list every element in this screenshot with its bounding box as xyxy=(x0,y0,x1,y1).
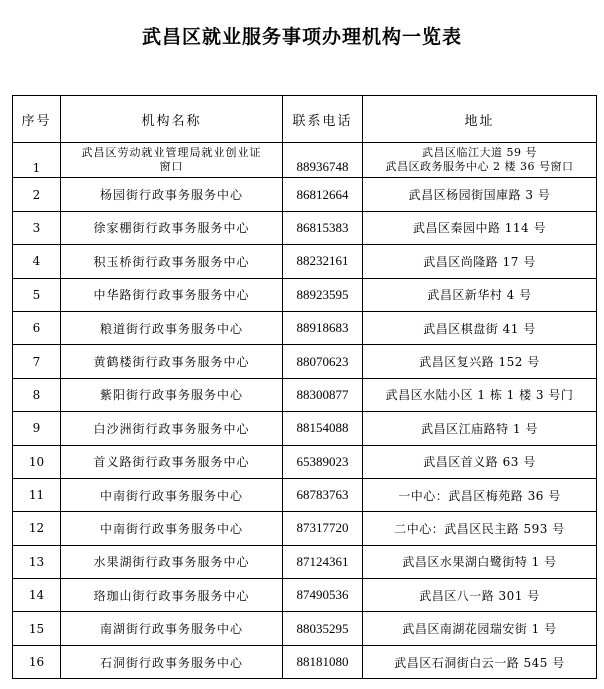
address: 武昌区江庙路特 1 号 xyxy=(363,412,597,445)
agency-name: 南湖街行政事务服务中心 xyxy=(61,612,283,645)
table-row xyxy=(13,512,597,545)
row-number: 16 xyxy=(13,645,61,678)
address: 武昌区尚隆路 17 号 xyxy=(363,245,597,278)
table-header-row xyxy=(13,96,597,143)
header-phone: 联系电话 xyxy=(283,96,363,143)
table-row xyxy=(13,645,597,678)
table-row xyxy=(13,311,597,344)
row-number: 7 xyxy=(13,345,61,378)
agency-name: 中南街行政事务服务中心 xyxy=(61,512,283,545)
address-line1: 武昌区临江大道 59 号 xyxy=(422,146,537,160)
row-number: 9 xyxy=(13,412,61,445)
address-line2: 武昌区政务服务中心 2 楼 36 号窗口 xyxy=(385,160,574,174)
phone-number: 87490536 xyxy=(283,579,363,612)
agency-name: 水果湖街行政事务服务中心 xyxy=(61,545,283,578)
table-row xyxy=(13,612,597,645)
phone-number: 88300877 xyxy=(283,378,363,411)
address: 武昌区水陆小区 1 栋 1 楼 3 号门 xyxy=(363,378,597,411)
header-seq: 序号 xyxy=(13,96,61,143)
phone-number: 88154088 xyxy=(283,412,363,445)
agency-name: 中南街行政事务服务中心 xyxy=(61,478,283,511)
agency-table xyxy=(12,95,597,679)
address: 二中心：武昌区民主路 593 号 xyxy=(363,512,597,545)
agency-name: 白沙洲街行政事务服务中心 xyxy=(61,412,283,445)
agency-name: 紫阳街行政事务服务中心 xyxy=(61,378,283,411)
row-number: 2 xyxy=(13,178,61,211)
header-address: 地址 xyxy=(363,96,597,143)
row-number: 8 xyxy=(13,378,61,411)
row-number: 14 xyxy=(13,579,61,612)
row-number: 1 xyxy=(13,143,61,178)
address: 武昌区首义路 63 号 xyxy=(363,445,597,478)
phone-number: 88035295 xyxy=(283,612,363,645)
agency-name xyxy=(61,143,283,178)
table-row xyxy=(13,412,597,445)
row-number: 11 xyxy=(13,478,61,511)
row-number: 3 xyxy=(13,211,61,244)
table-row xyxy=(13,143,597,178)
agency-name: 黄鹤楼街行政事务服务中心 xyxy=(61,345,283,378)
row-number: 15 xyxy=(13,612,61,645)
agency-name: 徐家棚街行政事务服务中心 xyxy=(61,211,283,244)
header-name: 机构名称 xyxy=(61,96,283,143)
phone-number: 88070623 xyxy=(283,345,363,378)
phone-number: 86815383 xyxy=(283,211,363,244)
address: 一中心：武昌区梅苑路 36 号 xyxy=(363,478,597,511)
address xyxy=(363,143,597,178)
agency-name: 石洞街行政事务服务中心 xyxy=(61,645,283,678)
phone-number: 88918683 xyxy=(283,311,363,344)
agency-name-line2: 窗口 xyxy=(159,160,184,174)
row-number: 4 xyxy=(13,245,61,278)
phone-number: 88936748 xyxy=(283,143,363,178)
phone-number: 87124361 xyxy=(283,545,363,578)
agency-name: 珞珈山街行政事务服务中心 xyxy=(61,579,283,612)
address: 武昌区秦园中路 114 号 xyxy=(363,211,597,244)
phone-number: 88181080 xyxy=(283,645,363,678)
table-row xyxy=(13,445,597,478)
address: 武昌区水果湖白鹭街特 1 号 xyxy=(363,545,597,578)
address: 武昌区复兴路 152 号 xyxy=(363,345,597,378)
agency-name-line1: 武昌区劳动就业管理局就业创业证 xyxy=(81,146,262,160)
table-row xyxy=(13,345,597,378)
phone-number: 68783763 xyxy=(283,478,363,511)
phone-number: 86812664 xyxy=(283,178,363,211)
table-row xyxy=(13,211,597,244)
agency-name: 首义路街行政事务服务中心 xyxy=(61,445,283,478)
phone-number: 65389023 xyxy=(283,445,363,478)
address: 武昌区南湖花园瑞安街 1 号 xyxy=(363,612,597,645)
row-number: 5 xyxy=(13,278,61,311)
address: 武昌区棋盘街 41 号 xyxy=(363,311,597,344)
table-row xyxy=(13,545,597,578)
agency-name: 中华路街行政事务服务中心 xyxy=(61,278,283,311)
page-title: 武昌区就业服务事项办理机构一览表 xyxy=(141,26,462,48)
phone-number: 87317720 xyxy=(283,512,363,545)
table-row xyxy=(13,245,597,278)
table-row xyxy=(13,278,597,311)
agency-name: 杨园街行政事务服务中心 xyxy=(61,178,283,211)
table-row xyxy=(13,478,597,511)
row-number: 12 xyxy=(13,512,61,545)
address: 武昌区杨园街国庫路 3 号 xyxy=(363,178,597,211)
row-number: 13 xyxy=(13,545,61,578)
table-row xyxy=(13,378,597,411)
table-row xyxy=(13,178,597,211)
address: 武昌区新华村 4 号 xyxy=(363,278,597,311)
address: 武昌区八一路 301 号 xyxy=(363,579,597,612)
agency-name: 粮道街行政事务服务中心 xyxy=(61,311,283,344)
phone-number: 88232161 xyxy=(283,245,363,278)
row-number: 6 xyxy=(13,311,61,344)
phone-number: 88923595 xyxy=(283,278,363,311)
agency-name: 积玉桥街行政事务服务中心 xyxy=(61,245,283,278)
row-number: 10 xyxy=(13,445,61,478)
address: 武昌区石洞街白云一路 545 号 xyxy=(363,645,597,678)
table-row xyxy=(13,579,597,612)
